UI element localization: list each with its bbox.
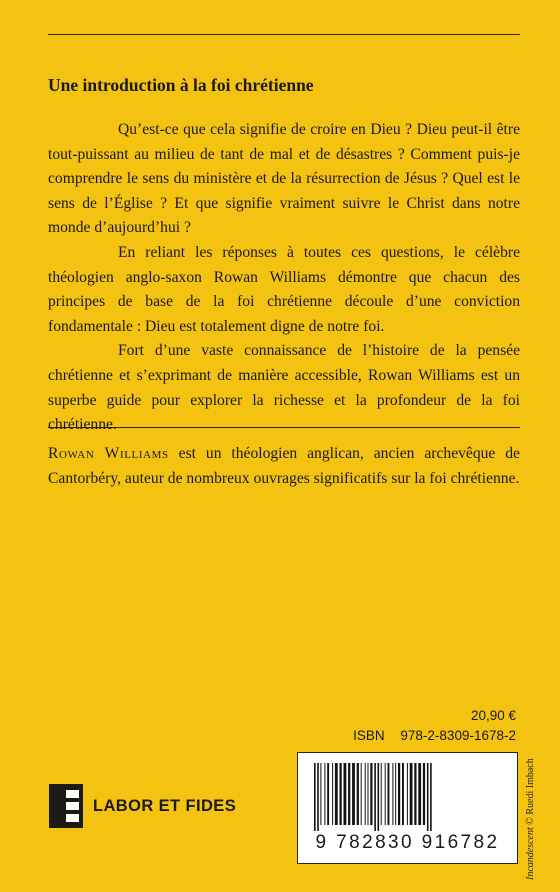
blurb — [48, 118, 520, 438]
isbn-label: ISBN 978-2-8309-1678-2 — [353, 728, 516, 743]
blurb-paragraph-3: Fort d’une vaste connaissance de l’histoire de la pensée chrétienne et s’exprimant de manière accessible, Rowan Williams est un superbe guide pour explorer la richesse et la profondeur de la foi chrétienne. — [48, 342, 520, 434]
publisher-name: LABOR ET FIDES — [93, 796, 237, 815]
credit-title: Incandescent — [525, 827, 536, 880]
blurb-paragraph-2: En reliant les réponses à toutes ces questions, le célèbre théologien anglo-saxon Rowan Williams démontre que chacun des principes de base de la foi chrétienne découle d’une conviction fondamentale : Dieu est totalement digne de notre foi. — [48, 243, 520, 335]
publisher — [49, 784, 236, 828]
middle-divider — [48, 427, 520, 428]
publisher-logo-icon — [49, 784, 83, 828]
barcode-digits: 9 782830 916782 — [315, 832, 500, 853]
author-name: Rowan Williams — [48, 445, 169, 462]
top-divider — [48, 34, 520, 35]
author-bio — [48, 442, 520, 491]
barcode — [297, 752, 518, 864]
barcode-bars-icon — [314, 763, 503, 831]
blurb-paragraph-1: Qu’est-ce que cela signifie de croire en Dieu ? Dieu peut-il être tout-puissant au milieu de tant de mal et de désastres ? Comment puis-je comprendre le sens du ministère et de la résurrection de Jésus ? Quel est le sens de l’Église ? Et que signifie vraiment suivre le Christ dans notre monde d’aujourd’hui ? — [48, 121, 520, 237]
author-bio-text: est un théologien anglican, ancien archevêque de Cantorbéry, auteur de nombreux ouvrages significatifs sur la foi chrétienne. — [48, 445, 520, 487]
cover-credit — [525, 758, 536, 880]
price-label: 20,90 € — [470, 708, 516, 723]
cover-heading: Une introduction à la foi chrétienne — [48, 75, 314, 95]
credit-text: © Ruedi Imbach — [525, 758, 536, 825]
